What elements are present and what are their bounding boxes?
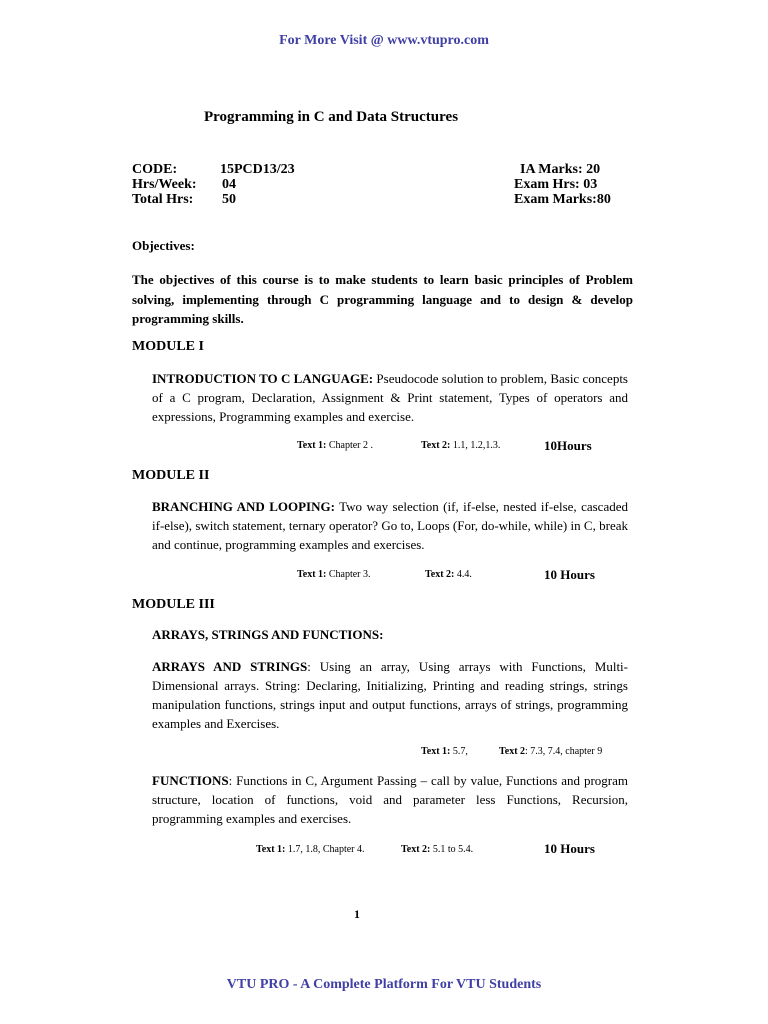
module-1-lead: INTRODUCTION TO C LANGUAGE: <box>152 371 374 386</box>
module-2-lead: BRANCHING AND LOOPING: <box>152 499 335 514</box>
module-2-text1-ref <box>297 569 371 580</box>
text2-value: 5.1 to 5.4. <box>430 844 474 855</box>
module-2-paragraph <box>152 497 628 554</box>
module-3-subheading: ARRAYS, STRINGS AND FUNCTIONS: <box>152 627 384 642</box>
arrays-strings-text: : Using an array, Using arrays with Functions, Multi-Dimensional arrays. String: Declaring, Initializing, Printing and reading strings, strings manipulation functions, strings input and output functions, arrays of strings, programming examples and Exercises. <box>152 659 628 731</box>
module-2-text: Two way selection (if, if-else, nested if-else, cascaded if-else), switch statement, ternary operator? Go to, Loops (For, do-while, while) in C, break and continue, programming examples and exercises. <box>152 499 628 552</box>
text1-label: Text 1: <box>421 746 451 757</box>
module-1-heading: MODULE I <box>132 339 204 354</box>
module-3-hours: 10 Hours <box>544 841 595 856</box>
text1-value: Chapter 2 . <box>326 440 374 451</box>
functions-text1-ref <box>256 844 365 855</box>
footer-text: VTU PRO - A Complete Platform For VTU Students <box>226 977 542 992</box>
text1-label: Text 1: <box>297 569 327 580</box>
text2-value: : 7.3, 7.4, chapter 9 <box>525 746 603 757</box>
text1-value: Chapter 3. <box>326 569 371 580</box>
text2-label: Text 2: <box>425 569 455 580</box>
module-1-paragraph <box>152 369 628 426</box>
module-1-text: Pseudocode solution to problem, Basic concepts of a C program, Declaration, Assignment & Print statement, Types of operators and expressions, Programming examples and exercise. <box>152 371 628 424</box>
module-2-text2-ref <box>425 569 472 580</box>
document-title: Programming in C and Data Structures <box>204 109 459 125</box>
text2-label: Text 2: <box>401 844 431 855</box>
code-value: 15PCD13/23 <box>220 162 295 177</box>
arrays-text2-ref <box>499 746 602 757</box>
module-1-text2-ref <box>421 440 500 451</box>
objectives-text: The objectives of this course is to make students to learn basic principles of Problem solving, implementing through C programming language and to design & develop programming skills. <box>132 272 633 326</box>
text1-value: 5.7, <box>450 746 468 757</box>
functions-paragraph <box>152 771 628 828</box>
code-label: CODE: <box>132 162 178 177</box>
text1-value: 1.7, 1.8, Chapter 4. <box>285 844 365 855</box>
module-2-heading: MODULE II <box>132 468 210 483</box>
module-1-text1-ref <box>297 440 373 451</box>
hrs-week-value: 04 <box>222 177 236 192</box>
arrays-strings-paragraph <box>152 657 628 733</box>
text1-label: Text 1: <box>256 844 286 855</box>
hrs-week-label: Hrs/Week: <box>132 177 197 192</box>
module-1-hours: 10Hours <box>544 438 592 453</box>
module-3-heading: MODULE III <box>132 597 215 612</box>
text2-label: Text 2: <box>421 440 453 451</box>
functions-lead: FUNCTIONS <box>152 773 229 788</box>
arrays-text1-ref <box>421 746 468 757</box>
total-hrs-value: 50 <box>222 192 236 207</box>
text1-label: Text 1: <box>297 440 327 451</box>
text2-value: 1.1, 1.2,1.3. <box>452 440 501 451</box>
module-2-hours: 10 Hours <box>544 567 595 582</box>
functions-text: : Functions in C, Argument Passing – call by value, Functions and program structure, location of functions, void and parameter less Functions, Recursion, programming examples and exercises. <box>152 773 628 826</box>
objectives-heading: Objectives: <box>132 238 195 253</box>
ia-marks: IA Marks: 20 <box>520 162 601 177</box>
page-number: 1 <box>354 907 360 921</box>
text2-value: 4.4. <box>454 569 472 580</box>
header-link[interactable]: For More Visit @ www.vtupro.com <box>279 33 489 48</box>
total-hrs-label: Total Hrs: <box>132 192 194 207</box>
exam-marks: Exam Marks:80 <box>514 192 611 207</box>
exam-hrs: Exam Hrs: 03 <box>514 177 598 192</box>
text2-label: Text 2 <box>499 746 526 757</box>
arrays-strings-lead: ARRAYS AND STRINGS <box>152 659 308 674</box>
functions-text2-ref <box>401 844 473 855</box>
